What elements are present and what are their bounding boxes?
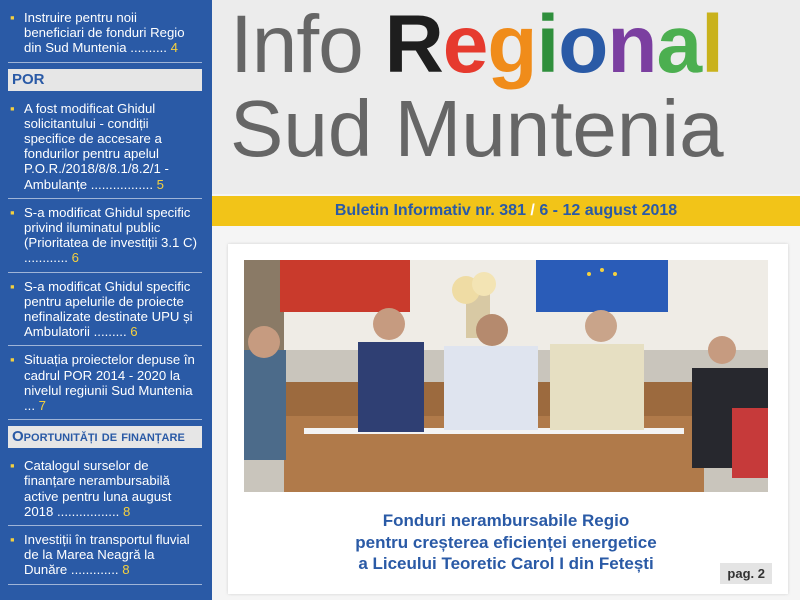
title-letter: R — [384, 0, 443, 90]
page-reference[interactable]: pag. 2 — [720, 563, 772, 584]
bullet-icon: ▪ — [10, 10, 15, 25]
toc-item-text: S-a modificat Ghidul specific privind iluminatul public (Prioritatea de investiții 3.1 C) ............ — [24, 204, 197, 266]
title-info-regional — [230, 2, 723, 88]
table-of-contents — [0, 0, 212, 600]
toc-item-page: 7 — [38, 398, 47, 414]
toc-item-iluminat-public[interactable] — [8, 199, 202, 273]
title-letter: g — [487, 0, 537, 90]
toc-item-instruire[interactable] — [8, 4, 202, 63]
bullet-icon: ▪ — [10, 458, 15, 474]
toc-item-catalogul-surselor[interactable] — [8, 452, 202, 526]
bullet-icon: ▪ — [10, 204, 15, 220]
issue-banner — [212, 196, 800, 226]
section-header-initial: O — [12, 428, 24, 446]
issue-separator: / — [530, 202, 535, 219]
toc-item-page: 6 — [130, 324, 138, 340]
title-letter: l — [701, 0, 723, 90]
toc-item-page: 6 — [71, 250, 79, 266]
title-letter: i — [536, 0, 559, 90]
toc-item-page: 8 — [122, 562, 130, 578]
section-header-por — [8, 69, 202, 91]
title-info: Info — [230, 0, 385, 90]
title-letter: o — [558, 0, 608, 90]
section-header-text: POR — [12, 70, 45, 88]
title-regional — [385, 0, 723, 90]
toc-item-text: S-a modificat Ghidul specific pentru apelurile de proiecte nefinalizate destinate UPU și Ambulatorii ......... — [24, 278, 193, 340]
title-letter: e — [442, 0, 488, 90]
toc-item-ghid-ambulante[interactable] — [8, 95, 202, 199]
toc-item-transport-fluvial[interactable] — [8, 526, 202, 585]
toc-item-page: 5 — [156, 176, 165, 192]
toc-item-text: Situația proiectelor depuse în cadrul POR 2014 - 2020 la nivelul regiunii Sud Muntenia ... — [24, 352, 195, 414]
bullet-icon: ▪ — [10, 532, 15, 548]
title-sud-muntenia: Sud Muntenia — [230, 84, 724, 173]
feature-caption[interactable] — [244, 510, 768, 575]
issue-number: Buletin Informativ nr. 381 — [334, 202, 526, 219]
bullet-icon: ▪ — [10, 100, 15, 116]
toc-item-page: 8 — [122, 503, 131, 519]
toc-item-text: Instruire pentru noii beneficiari de fonduri Regio din Sud Muntenia .......... — [24, 10, 185, 56]
toc-item-situatia-proiectelor[interactable] — [8, 346, 202, 420]
bullet-icon: ▪ — [10, 278, 15, 294]
toc-item-text: A fost modificat Ghidul solicitantului - condiții specifice de accesare a fondurilor pentru apelul P.O.R./2018/8/8.1/8.2/1 - Ambulanțe ................. — [24, 100, 169, 192]
toc-item-upu-ambulatorii[interactable] — [8, 273, 202, 347]
feature-article — [228, 244, 788, 594]
caption-line: a Liceului Teoretic Carol I din Fetești — [358, 554, 654, 573]
section-header-text: portunități de finanțare — [23, 428, 185, 446]
title-letter: a — [656, 0, 702, 90]
bullet-icon: ▪ — [10, 352, 15, 368]
masthead — [212, 0, 800, 194]
toc-item-page: 4 — [170, 40, 178, 56]
issue-date: 6 - 12 august 2018 — [539, 202, 678, 219]
toc-item-text: Catalogul surselor de finanțare nerambursabilă active pentru luna august 2018 ................. — [24, 458, 172, 519]
meeting-photo — [244, 260, 768, 492]
title-letter: n — [607, 0, 657, 90]
section-header-oportunitati — [8, 426, 202, 448]
caption-line: Fonduri nerambursabile Regio — [382, 511, 630, 530]
toc-item-text: Investiții în transportul fluvial de la Marea Neagră la Dunăre ............. — [24, 532, 190, 578]
caption-line: pentru creșterea eficienței energetice — [355, 532, 657, 552]
